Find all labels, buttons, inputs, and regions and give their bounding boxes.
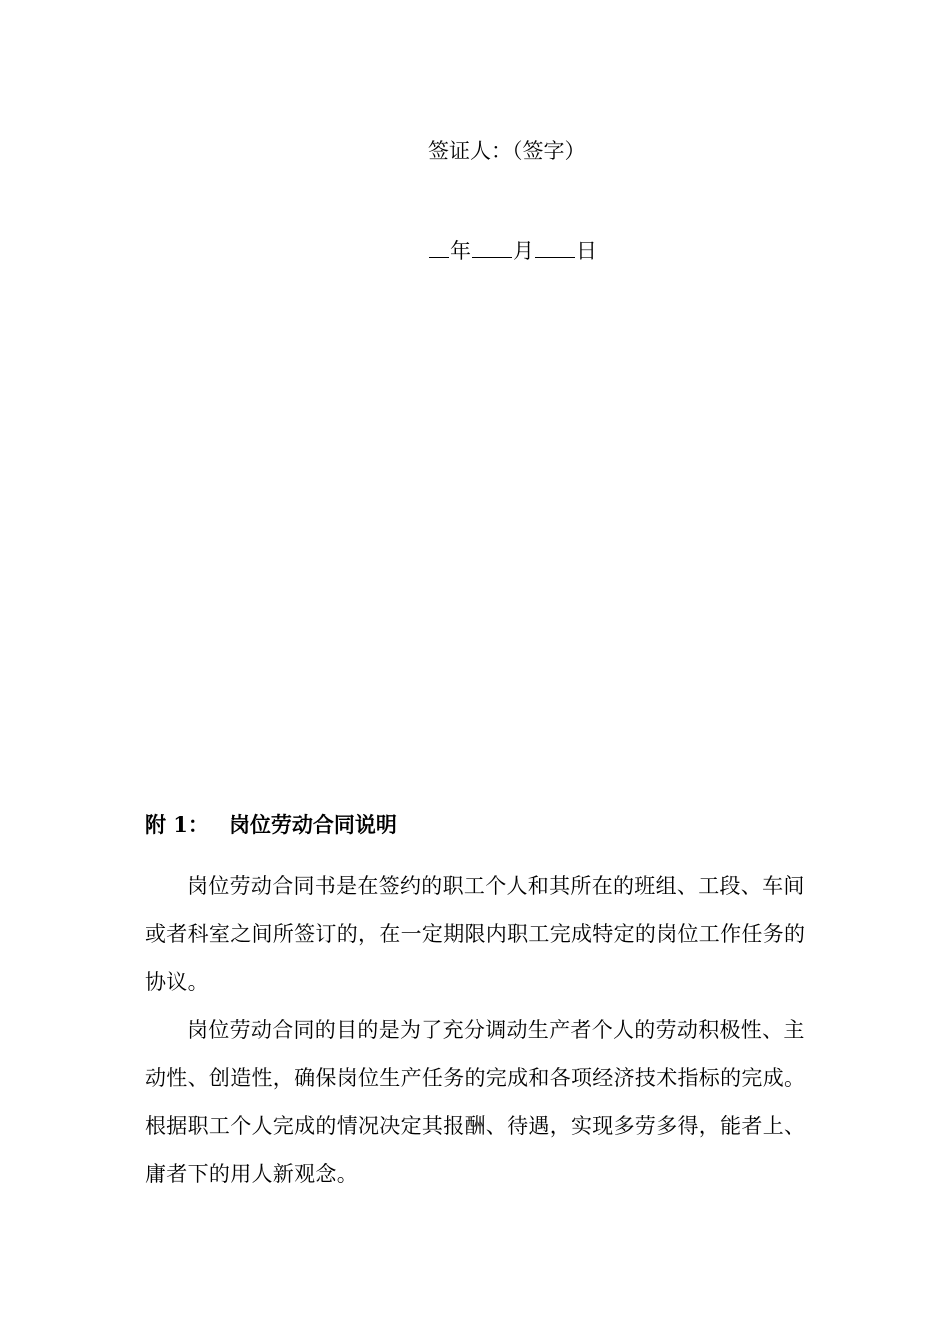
appendix-title: 岗位劳动合同说明 [228, 812, 397, 837]
day-suffix: 日 [576, 239, 597, 263]
month-suffix: 月 [513, 239, 534, 263]
month-blank [472, 237, 512, 258]
year-suffix: 年 [450, 239, 471, 263]
appendix-number: 附 1： [145, 812, 209, 837]
appendix-paragraph-1: 岗位劳动合同书是在签约的职工个人和其所在的班组、工段、车间或者科室之间所签订的，在一定期限内职工完成特定的岗位工作任务的协议。 [145, 874, 806, 994]
appendix-heading [145, 811, 397, 839]
day-blank [535, 237, 575, 258]
signatory-line [428, 137, 586, 165]
date-line [428, 237, 597, 265]
signatory-label: 签证人：（签字） [428, 139, 586, 163]
year-blank [429, 237, 449, 258]
appendix-paragraph-2: 岗位劳动合同的目的是为了充分调动生产者个人的劳动积极性、主动性、创造性，确保岗位生产任务的完成和各项经济技术指标的完成。根据职工个人完成的情况决定其报酬、待遇，实现多劳多得，能者上、庸者下的用人新观念。 [145, 1018, 806, 1186]
